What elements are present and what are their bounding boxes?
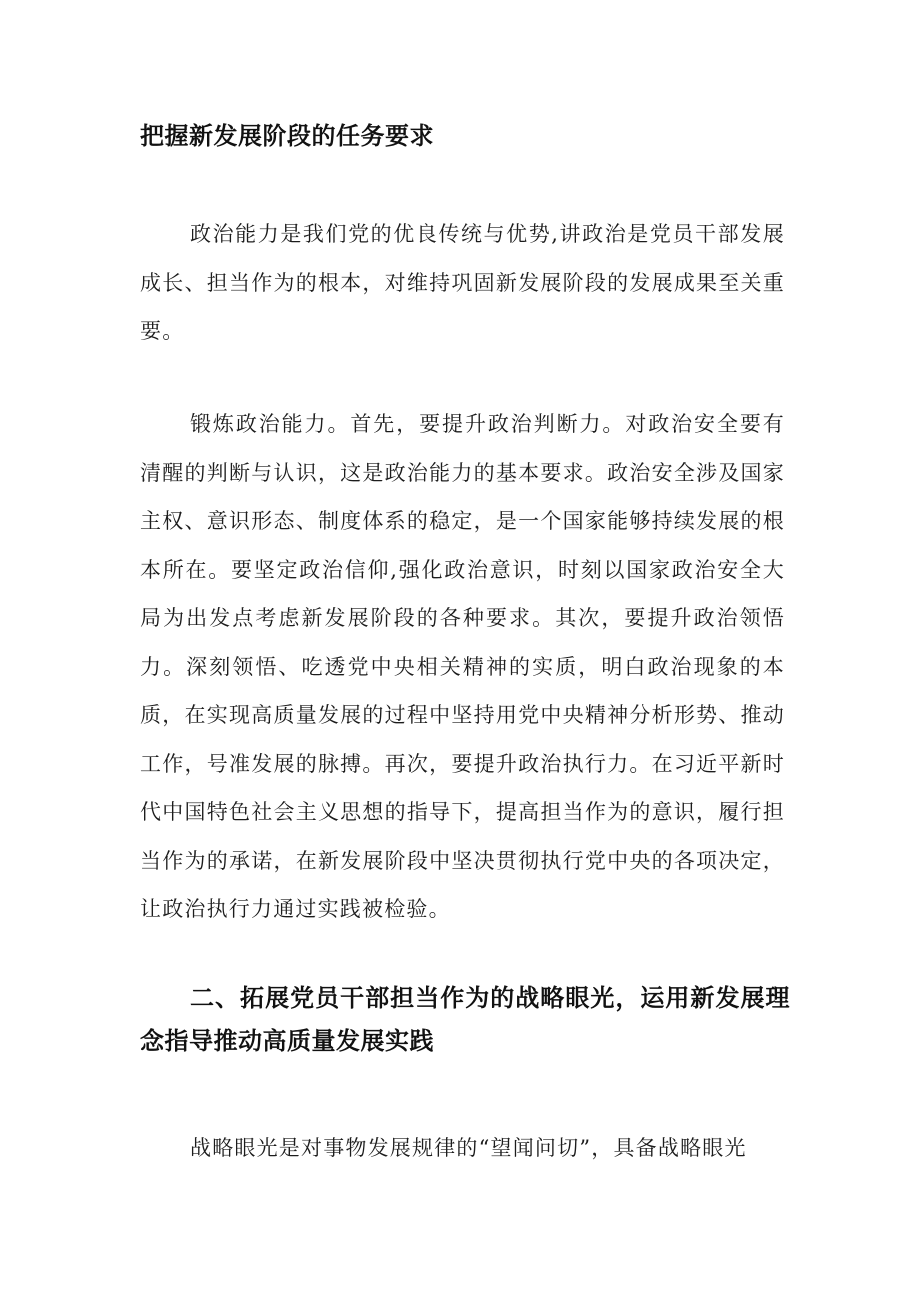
section-heading: 把握新发展阶段的任务要求	[140, 122, 434, 150]
paragraph-training-ability: 锻炼政治能力。首先，要提升政治判断力。对政治安全要有清醒的判断与认识，这是政治能力的基本要求。政治安全涉及国家主权、意识形态、制度体系的稳定，是一个国家能够持续发展的根本所在。要坚定政治信仰,强化政治意识，时刻以国家政治安全大局为出发点考虑新发展阶段的各种要求。其次，要提升政治领悟力。深刻领悟、吃透党中央相关精神的实质，明白政治现象的本质，在实现高质量发展的过程中坚持用党中央精神分析形势、推动工作，号准发展的脉搏。再次，要提升政治执行力。在习近平新时代中国特色社会主义思想的指导下，提高担当作为的意识，履行担当作为的承诺，在新发展阶段中坚决贯彻执行党中央的各项决定，让政治执行力通过实践被检验。	[140, 412, 785, 921]
section-heading-two: 二、拓展党员干部担当作为的战略眼光，运用新发展理念指导推动高质量发展实践	[140, 984, 790, 1055]
paragraph-strategic-vision: 战略眼光是对事物发展规律的“望闻问切”，具备战略眼光	[190, 1136, 747, 1160]
paragraph-political-ability: 政治能力是我们党的优良传统与优势,讲政治是党员干部发展成长、担当作为的根本，对维持巩固新发展阶段的发展成果至关重要。	[140, 222, 785, 343]
